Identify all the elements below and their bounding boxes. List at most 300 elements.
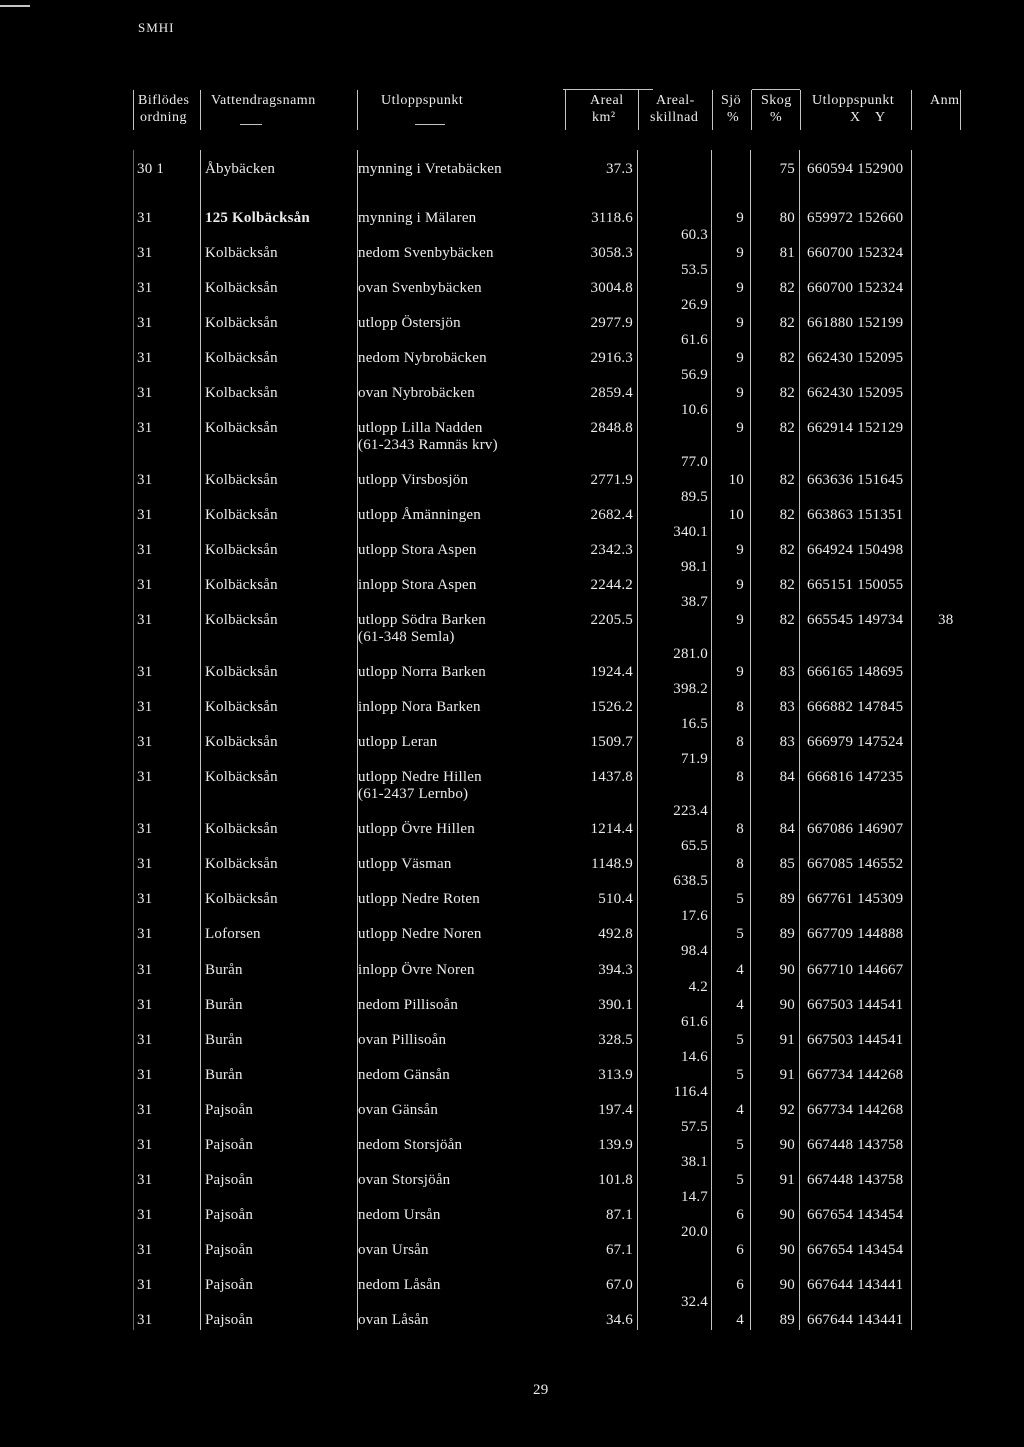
row-order: 31	[137, 891, 153, 908]
row-forest-pct: 82	[779, 279, 795, 296]
row-river-name: Kolbäcksån	[205, 541, 278, 558]
row-order: 31	[137, 1171, 153, 1188]
row-outlet: nedom Storsjöån	[358, 1136, 463, 1153]
row-area-difference: 17.6	[680, 908, 708, 925]
table-row	[0, 577, 1024, 611]
row-outlet-coordinates: 666816 147235	[807, 769, 904, 786]
header-order: Biflödes	[138, 93, 190, 108]
row-area-difference: 223.4	[673, 803, 708, 820]
header-column-rule	[911, 90, 912, 130]
row-outlet: utlopp Leran	[358, 734, 438, 751]
row-outlet: utlopp Södra Barken	[358, 612, 486, 629]
row-outlet-coordinates: 666979 147524	[807, 734, 904, 751]
table-row	[0, 471, 1024, 505]
org-label: SMHI	[138, 20, 175, 35]
row-river-name: Pajsoån	[205, 1312, 254, 1328]
header-area-diff-line2: skillnad	[650, 110, 699, 125]
row-river-name: Kolbäcksån	[205, 664, 278, 681]
row-area-difference: 10.6	[680, 401, 708, 418]
header-outlet: Utloppspunkt	[381, 93, 464, 108]
row-order: 31	[137, 961, 153, 978]
row-lake-pct: 8	[736, 856, 744, 873]
row-river-name: Pajsoån	[205, 1241, 254, 1258]
row-river-name: Burån	[205, 961, 243, 978]
row-area-km2: 394.3	[598, 961, 633, 978]
row-area-difference: 65.5	[680, 838, 708, 855]
row-outlet: mynning i Mälaren	[358, 209, 477, 226]
row-order: 31	[137, 699, 153, 716]
row-forest-pct: 90	[779, 1206, 795, 1223]
row-river-name: Kolbäcksån	[205, 821, 278, 838]
row-area-km2: 101.8	[598, 1171, 633, 1188]
row-lake-pct: 9	[736, 314, 744, 331]
row-forest-pct: 82	[779, 349, 795, 366]
row-order: 31	[137, 926, 153, 943]
header-area: Areal	[590, 93, 624, 108]
row-outlet: utlopp Åmänningen	[358, 506, 481, 523]
row-river-name: Kolbäcksån	[205, 891, 278, 908]
row-river-name: Burån	[205, 996, 243, 1013]
row-river-name: Kolbäcksån	[205, 314, 278, 331]
row-order: 31	[137, 349, 153, 366]
row-area-difference: 16.5	[680, 716, 708, 733]
row-outlet-coordinates: 660700 152324	[807, 244, 904, 261]
row-river-name: Kolbäcksån	[205, 349, 278, 366]
table-row	[0, 161, 1024, 178]
row-area-km2: 67.0	[605, 1276, 633, 1293]
row-river-name: Kolbäcksån	[205, 279, 278, 296]
row-area-km2: 87.1	[605, 1206, 633, 1223]
row-lake-pct: 8	[736, 734, 744, 751]
table-row	[0, 961, 1024, 995]
row-outlet: utlopp Övre Hillen	[358, 821, 475, 838]
row-area-difference: 71.9	[680, 751, 708, 768]
row-area-difference: 4.2	[688, 978, 708, 995]
row-outlet-coordinates: 667085 146552	[807, 856, 904, 873]
row-lake-pct: 5	[736, 891, 744, 908]
row-forest-pct: 90	[779, 1136, 795, 1153]
row-lake-pct: 8	[736, 821, 744, 838]
header-coord-y: Y	[875, 110, 886, 125]
row-lake-pct: 6	[736, 1241, 744, 1258]
row-outlet: ovan Nybrobäcken	[358, 384, 475, 401]
row-lake-pct: 4	[736, 996, 744, 1013]
row-outlet: nedom Ursån	[358, 1206, 441, 1223]
row-area-difference: 61.6	[680, 331, 708, 348]
row-river-name: Pajsoån	[205, 1136, 254, 1153]
row-area-km2: 1437.8	[590, 769, 633, 786]
row-area-difference: 89.5	[680, 488, 708, 505]
row-forest-pct: 84	[779, 769, 795, 786]
row-outlet-coordinates: 667654 143454	[807, 1241, 904, 1258]
row-forest-pct: 84	[779, 821, 795, 838]
row-river-name: Kolbäcksån	[205, 699, 278, 716]
row-remark: 38	[938, 612, 954, 629]
row-order: 31	[137, 856, 153, 873]
table-row	[0, 1206, 1024, 1240]
row-outlet-coordinates: 662430 152095	[807, 349, 904, 366]
row-river-name: Kolbäcksån	[205, 577, 278, 593]
row-area-difference: 398.2	[673, 681, 708, 698]
header-column-rule	[638, 90, 639, 130]
table-row	[0, 541, 1024, 575]
row-river-name: Pajsoån	[205, 1171, 254, 1188]
row-outlet: utlopp Nedre Hillen	[358, 769, 482, 786]
row-order: 31	[137, 314, 153, 331]
row-area-difference: 53.5	[680, 261, 708, 278]
table-row	[0, 769, 1024, 820]
row-lake-pct: 10	[728, 471, 744, 488]
row-forest-pct: 82	[779, 577, 795, 593]
row-lake-pct: 9	[736, 541, 744, 558]
table-row	[0, 734, 1024, 768]
header-column-rule	[712, 90, 713, 130]
row-forest-pct: 83	[779, 664, 795, 681]
table-row	[0, 699, 1024, 733]
row-area-difference: 26.9	[680, 296, 708, 313]
header-forest-unit: %	[770, 110, 783, 125]
row-outlet: utlopp Virsbosjön	[358, 471, 469, 488]
row-lake-pct: 5	[736, 1136, 744, 1153]
table-row	[0, 1312, 1024, 1329]
row-lake-pct: 6	[736, 1206, 744, 1223]
table-row	[0, 821, 1024, 855]
table-row	[0, 384, 1024, 418]
row-order: 30 1	[137, 161, 165, 177]
row-lake-pct: 8	[736, 769, 744, 786]
row-forest-pct: 82	[779, 419, 795, 436]
row-outlet-note: (61-2437 Lernbo)	[358, 786, 469, 803]
row-area-difference: 638.5	[673, 873, 708, 890]
row-forest-pct: 91	[779, 1066, 795, 1083]
row-order: 31	[137, 821, 153, 838]
row-outlet: nedom Gänsån	[358, 1066, 450, 1083]
row-outlet-coordinates: 667644 143441	[807, 1276, 904, 1293]
row-outlet-coordinates: 667503 144541	[807, 996, 904, 1013]
row-forest-pct: 82	[779, 506, 795, 523]
row-outlet-coordinates: 667734 144268	[807, 1101, 904, 1118]
row-lake-pct: 9	[736, 419, 744, 436]
header-underline	[240, 124, 262, 125]
row-area-km2: 34.6	[605, 1312, 633, 1328]
row-area-difference: 340.1	[673, 523, 708, 540]
header-order-line2: ordning	[140, 110, 188, 125]
table-row	[0, 1276, 1024, 1310]
row-forest-pct: 90	[779, 996, 795, 1013]
row-outlet-coordinates: 665545 149734	[807, 612, 904, 629]
row-outlet-coordinates: 666165 148695	[807, 664, 904, 681]
table-row	[0, 244, 1024, 278]
row-area-difference: 14.6	[680, 1048, 708, 1065]
row-forest-pct: 89	[779, 1312, 795, 1328]
header-outlet-coordinates: Utloppspunkt	[812, 93, 895, 108]
row-area-km2: 2771.9	[590, 471, 633, 488]
row-area-km2: 2244.2	[590, 577, 633, 593]
row-area-difference: 60.3	[680, 226, 708, 243]
row-forest-pct: 75	[779, 161, 795, 177]
row-lake-pct: 5	[736, 1066, 744, 1083]
row-lake-pct: 9	[736, 577, 744, 593]
page-number: 29	[533, 1382, 549, 1398]
table-row	[0, 996, 1024, 1030]
row-outlet-coordinates: 667709 144888	[807, 926, 904, 943]
row-order: 31	[137, 419, 153, 436]
row-outlet: inlopp Övre Noren	[358, 961, 475, 978]
row-outlet-coordinates: 662914 152129	[807, 419, 904, 436]
row-area-km2: 1509.7	[590, 734, 633, 751]
header-column-rule	[960, 90, 961, 130]
row-lake-pct: 5	[736, 1171, 744, 1188]
header-column-rule	[800, 90, 801, 130]
row-order: 31	[137, 1101, 153, 1118]
row-area-km2: 2859.4	[590, 384, 633, 401]
table-row	[0, 1136, 1024, 1170]
row-outlet: inlopp Nora Barken	[358, 699, 481, 716]
row-river-name: Kolbäcksån	[205, 471, 278, 488]
row-forest-pct: 82	[779, 384, 795, 401]
row-order: 31	[137, 384, 153, 401]
header-column-rule	[751, 90, 752, 130]
header-column-rule	[357, 90, 358, 130]
row-order: 31	[137, 471, 153, 488]
row-order: 31	[137, 577, 153, 593]
row-outlet: ovan Svenbybäcken	[358, 279, 482, 296]
row-order: 31	[137, 541, 153, 558]
row-lake-pct: 9	[736, 349, 744, 366]
header-top-rule	[563, 89, 653, 90]
row-outlet-coordinates: 667654 143454	[807, 1206, 904, 1223]
header-remark: Anm	[930, 93, 960, 108]
row-forest-pct: 82	[779, 541, 795, 558]
row-order: 31	[137, 1136, 153, 1153]
row-river-name: Kolbäcksån	[205, 769, 278, 786]
row-outlet-coordinates: 663863 151351	[807, 506, 904, 523]
row-outlet: ovan Pillisoån	[358, 1031, 447, 1048]
row-outlet: ovan Låsån	[358, 1312, 429, 1328]
table-row	[0, 349, 1024, 383]
row-forest-pct: 82	[779, 612, 795, 629]
header-column-rule	[133, 90, 134, 130]
row-lake-pct: 9	[736, 612, 744, 629]
row-outlet: utlopp Stora Aspen	[358, 541, 477, 558]
header-column-rule	[565, 90, 566, 130]
row-forest-pct: 89	[779, 891, 795, 908]
row-area-km2: 197.4	[598, 1101, 633, 1118]
row-outlet: nedom Pillisoån	[358, 996, 459, 1013]
header-coord-x: X	[850, 110, 861, 125]
row-lake-pct: 4	[736, 1101, 744, 1118]
row-forest-pct: 83	[779, 734, 795, 751]
row-area-km2: 139.9	[598, 1136, 633, 1153]
row-outlet-coordinates: 667086 146907	[807, 821, 904, 838]
row-lake-pct: 4	[736, 961, 744, 978]
row-lake-pct: 5	[736, 926, 744, 943]
table-row	[0, 926, 1024, 960]
table-row	[0, 279, 1024, 313]
row-order: 31	[137, 769, 153, 786]
header-forest: Skog	[761, 93, 792, 108]
row-area-km2: 67.1	[605, 1241, 633, 1258]
row-forest-pct: 91	[779, 1031, 795, 1048]
row-river-name: Loforsen	[205, 926, 261, 943]
row-order: 31	[137, 734, 153, 751]
row-forest-pct: 80	[779, 209, 795, 226]
row-lake-pct: 5	[736, 1031, 744, 1048]
table-row	[0, 209, 1024, 243]
row-area-difference: 14.7	[680, 1188, 708, 1205]
header-lake: Sjö	[721, 93, 742, 108]
row-river-name: Pajsoån	[205, 1101, 254, 1118]
row-outlet-coordinates: 663636 151645	[807, 471, 904, 488]
row-outlet-coordinates: 661880 152199	[807, 314, 904, 331]
row-area-difference: 20.0	[680, 1223, 708, 1240]
row-area-km2: 1924.4	[590, 664, 633, 681]
row-area-km2: 510.4	[598, 891, 633, 908]
header-top-rule	[752, 89, 800, 90]
row-lake-pct: 9	[736, 664, 744, 681]
row-outlet: ovan Ursån	[358, 1241, 429, 1258]
header-underline	[415, 124, 445, 125]
row-order: 31	[137, 244, 153, 261]
row-lake-pct: 9	[736, 244, 744, 261]
row-outlet-coordinates: 667503 144541	[807, 1031, 904, 1048]
table-row	[0, 612, 1024, 663]
row-order: 31	[137, 664, 153, 681]
row-river-name: Kolbäcksån	[205, 612, 278, 629]
row-outlet-note: (61-348 Semla)	[358, 629, 455, 646]
table-row	[0, 1031, 1024, 1065]
row-river-name: Kolbacksån	[205, 384, 278, 401]
row-forest-pct: 81	[779, 244, 795, 261]
table-row	[0, 1171, 1024, 1205]
row-area-difference: 98.4	[680, 943, 708, 960]
row-area-difference: 38.7	[680, 594, 708, 611]
row-area-km2: 2682.4	[590, 506, 633, 523]
row-outlet-coordinates: 660594 152900	[807, 161, 904, 177]
scan-edge-mark	[0, 5, 30, 7]
row-area-km2: 37.3	[605, 161, 633, 177]
row-outlet: inlopp Stora Aspen	[358, 577, 477, 593]
table-row	[0, 891, 1024, 925]
row-forest-pct: 85	[779, 856, 795, 873]
row-river-name: Kolbäcksån	[205, 244, 278, 261]
row-forest-pct: 82	[779, 314, 795, 331]
row-area-difference: 281.0	[673, 646, 708, 663]
row-outlet-coordinates: 660700 152324	[807, 279, 904, 296]
row-area-difference: 57.5	[680, 1118, 708, 1135]
row-forest-pct: 90	[779, 1276, 795, 1293]
row-area-difference: 116.4	[673, 1083, 708, 1100]
row-area-difference: 32.4	[680, 1293, 708, 1310]
row-river-name: Åbybäcken	[205, 161, 276, 177]
row-outlet-coordinates: 667644 143441	[807, 1312, 904, 1328]
row-area-km2: 3004.8	[590, 279, 633, 296]
row-outlet-note: (61-2343 Ramnäs krv)	[358, 436, 498, 453]
row-forest-pct: 91	[779, 1171, 795, 1188]
row-area-km2: 1526.2	[590, 699, 633, 716]
table-row	[0, 1066, 1024, 1100]
row-outlet-coordinates: 662430 152095	[807, 384, 904, 401]
row-outlet-coordinates: 667710 144667	[807, 961, 904, 978]
row-order: 31	[137, 612, 153, 629]
row-forest-pct: 89	[779, 926, 795, 943]
header-area-diff: Areal-	[656, 93, 695, 108]
row-order: 31	[137, 1031, 153, 1048]
row-forest-pct: 92	[779, 1101, 795, 1118]
row-area-difference: 98.1	[680, 558, 708, 575]
row-area-difference: 61.6	[680, 1013, 708, 1030]
row-order: 31	[137, 1066, 153, 1083]
row-outlet: nedom Låsån	[358, 1276, 441, 1293]
row-area-difference: 38.1	[680, 1153, 708, 1170]
table-row	[0, 314, 1024, 348]
row-outlet-coordinates: 666882 147845	[807, 699, 904, 716]
row-forest-pct: 90	[779, 1241, 795, 1258]
row-area-km2: 492.8	[598, 926, 633, 943]
table-row	[0, 506, 1024, 540]
row-area-km2: 390.1	[598, 996, 633, 1013]
row-lake-pct: 9	[736, 279, 744, 296]
table-row	[0, 1101, 1024, 1135]
row-area-km2: 1148.9	[591, 856, 633, 873]
row-river-name: Burån	[205, 1031, 243, 1048]
row-outlet-coordinates: 667761 145309	[807, 891, 904, 908]
row-order: 31	[137, 279, 153, 296]
row-forest-pct: 90	[779, 961, 795, 978]
row-order: 31	[137, 1206, 153, 1223]
row-outlet: utlopp Norra Barken	[358, 664, 486, 681]
row-outlet-coordinates: 667448 143758	[807, 1171, 904, 1188]
row-area-km2: 328.5	[598, 1031, 633, 1048]
row-outlet: utlopp Nedre Noren	[358, 926, 482, 943]
row-area-km2: 2205.5	[590, 612, 633, 629]
row-outlet: utlopp Östersjön	[358, 314, 461, 331]
table-row	[0, 856, 1024, 890]
row-river-name: Kolbäcksån	[205, 734, 278, 751]
row-order: 31	[137, 1312, 153, 1328]
row-outlet: nedom Svenbybäcken	[358, 244, 494, 261]
row-outlet: utlopp Väsman	[358, 856, 452, 873]
row-river-name: Kolbäcksån	[205, 419, 278, 436]
row-river-name: Kolbäcksån	[205, 506, 278, 523]
row-outlet-coordinates: 659972 152660	[807, 209, 904, 226]
row-outlet: nedom Nybrobäcken	[358, 349, 487, 366]
row-area-km2: 2916.3	[590, 349, 633, 366]
row-outlet: ovan Storsjöån	[358, 1171, 451, 1188]
row-lake-pct: 10	[728, 506, 744, 523]
row-river-name: Pajsoån	[205, 1276, 254, 1293]
row-order: 31	[137, 506, 153, 523]
row-river-name: Burån	[205, 1066, 243, 1083]
row-forest-pct: 82	[779, 471, 795, 488]
row-area-km2: 3118.6	[591, 209, 633, 226]
row-area-km2: 1214.4	[590, 821, 633, 838]
row-area-km2: 2342.3	[590, 541, 633, 558]
header-lake-unit: %	[727, 110, 740, 125]
row-outlet: ovan Gänsån	[358, 1101, 439, 1118]
row-outlet: mynning i Vretabäcken	[358, 161, 502, 177]
row-lake-pct: 9	[736, 384, 744, 401]
header-river-name: Vattendragsnamn	[211, 93, 316, 108]
header-area-unit: km²	[592, 110, 616, 125]
row-area-km2: 3058.3	[590, 244, 633, 261]
row-river-name: Kolbäcksån	[205, 856, 278, 873]
row-area-km2: 2848.8	[590, 419, 633, 436]
row-outlet-coordinates: 665151 150055	[807, 577, 904, 593]
table-row	[0, 419, 1024, 470]
table-row	[0, 664, 1024, 698]
row-area-km2: 313.9	[598, 1066, 633, 1083]
